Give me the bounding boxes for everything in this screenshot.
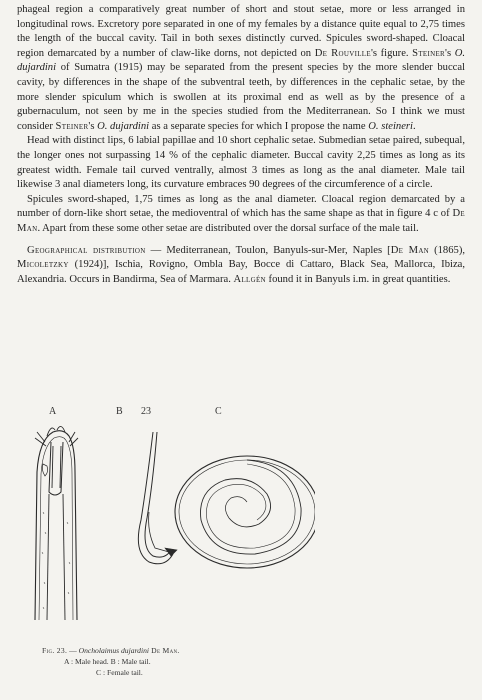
paragraph-3: Spicules sword-shaped, 1,75 times as long as the anal diameter. Cloacal region demarcated by a number of dorn-like short setae, the medioventral of which has the same shape as that in figure 4 c of De Man. Apart from these some other setae are distributed over the dorsal surface of the male tail. — [17, 193, 465, 234]
author-name: Allgén — [233, 273, 266, 285]
figure-caption: Fig. 23. — Oncholaimus dujardini De Man. A : Male head. B : Male tail. C : Female tail. — [42, 645, 272, 678]
body-text — [17, 3, 465, 287]
figure-number: 23 — [141, 406, 151, 417]
author-name: De Man — [17, 208, 465, 234]
author-name: Steiner — [55, 120, 89, 132]
paragraph-2: Head with distinct lips, 6 labial papillae and 10 short cephalic setae. Submedian setae paired, subequal, the longer ones not surpassing 14 % of the cephalic diameter. Buccal cavity 2,25 times as long as its greatest width. Female tail curved ventrally, almost 3 times as long as the anal diameter. Male tail likewise 3 anal diameters long, its curvature embraces 90 degrees of the circumference of a circle. — [17, 135, 465, 191]
figure-ref: Fig. 23. — [42, 646, 68, 655]
author-name: Steiner — [412, 47, 446, 59]
figure-label-b: B — [116, 406, 123, 417]
panel-b-male-tail — [138, 432, 177, 564]
figure-drawing — [15, 402, 315, 620]
paragraph-1: phageal region a comparatively great number of short and stout setae, more or less arranged in longitudinal rows. Excretory pore separated in one of my females by a distance quite equal to 2,75 times the length of the buccal cavity. Tail in both sexes distinctly curved. Spicules sword-shaped. Cloacal region demarcated by a number of claw-like dorns, not depicted on De Rouville's figure. Steiner's O. dujardini of Sumatra (1915) may be separated from the present species by the more slender buccal cavity, by differences in the shape of the subventral teeth, by differences in the cephalic setae, by the more slender spiculum which is swollen at its proximal end as well as by the presence of a gubernaculum, not seen by me in the species studied from the Mediterranean. So I think we must consider Steiner's O. dujardini as a separate species for which I propose the name O. steineri. — [17, 4, 465, 132]
section-heading: Geographical distribution — [27, 244, 146, 256]
species-name: O. dujardini — [97, 120, 150, 132]
author-name: De Man. — [148, 646, 180, 655]
figure-label-c: C — [215, 406, 222, 417]
paragraph-distribution: Geographical distribution — Mediterranean, Toulon, Banyuls-sur-Mer, Naples [De Man (1865), Micoletzky (1924)], Ischia, Rovigno, Ombla Bay, Bocce di Cattaro, Black Sea, Mallorca, Ibiza, Alexandria. Occurs in Bandirma, Sea of Marmara. Allgén found it in Banyuls i.m. in great quantities. — [17, 244, 465, 285]
panel-a-male-head — [35, 426, 78, 620]
species-name: Oncholaimus dujardini — [78, 646, 149, 655]
author-name: Micoletzky — [17, 259, 69, 271]
figure-23 — [15, 402, 315, 620]
caption-line-2: A : Male head. B : Male tail. — [64, 657, 151, 666]
panel-c-female-tail — [175, 456, 315, 568]
author-name: De Rouville — [314, 47, 371, 59]
author-name: De Man — [390, 244, 430, 256]
species-name: O. dujardini — [17, 47, 465, 74]
species-name: O. steineri — [368, 120, 413, 132]
figure-label-a: A — [49, 406, 57, 417]
caption-line-3: C : Female tail. — [96, 668, 143, 677]
